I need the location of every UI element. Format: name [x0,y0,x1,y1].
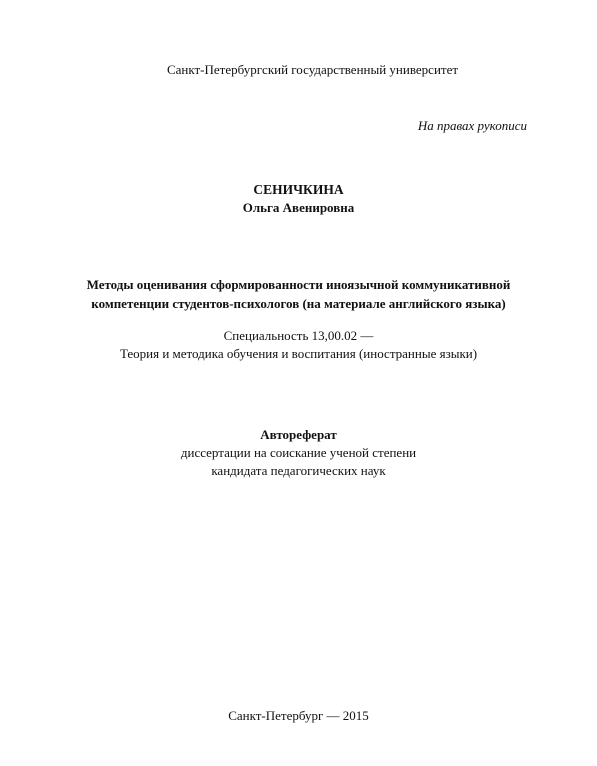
specialty-name: Теория и методика обучения и воспитания (иностранные языки) [119,346,478,361]
university-name: Санкт-Петербургский государственный университет [166,62,459,77]
dissertation-title-line-1: Методы оценивания сформированности иноязычной коммуникативной [86,277,511,292]
author-surname: СЕНИЧКИНА [253,182,344,197]
document-description-line-2: кандидата педагогических наук [211,463,386,478]
document-type: Автореферат [260,427,337,442]
dissertation-title-line-2: компетенции студентов-психологов (на материале английского языка) [91,296,506,311]
city-year: Санкт-Петербург — 2015 [228,708,369,723]
author-given-name: Ольга Авенировна [242,200,355,215]
specialty-code: Специальность 13,00.02 — [223,328,374,343]
document-description-line-1: диссертации на соискание ученой степени [180,445,417,460]
manuscript-note: На правах рукописи [417,118,527,133]
